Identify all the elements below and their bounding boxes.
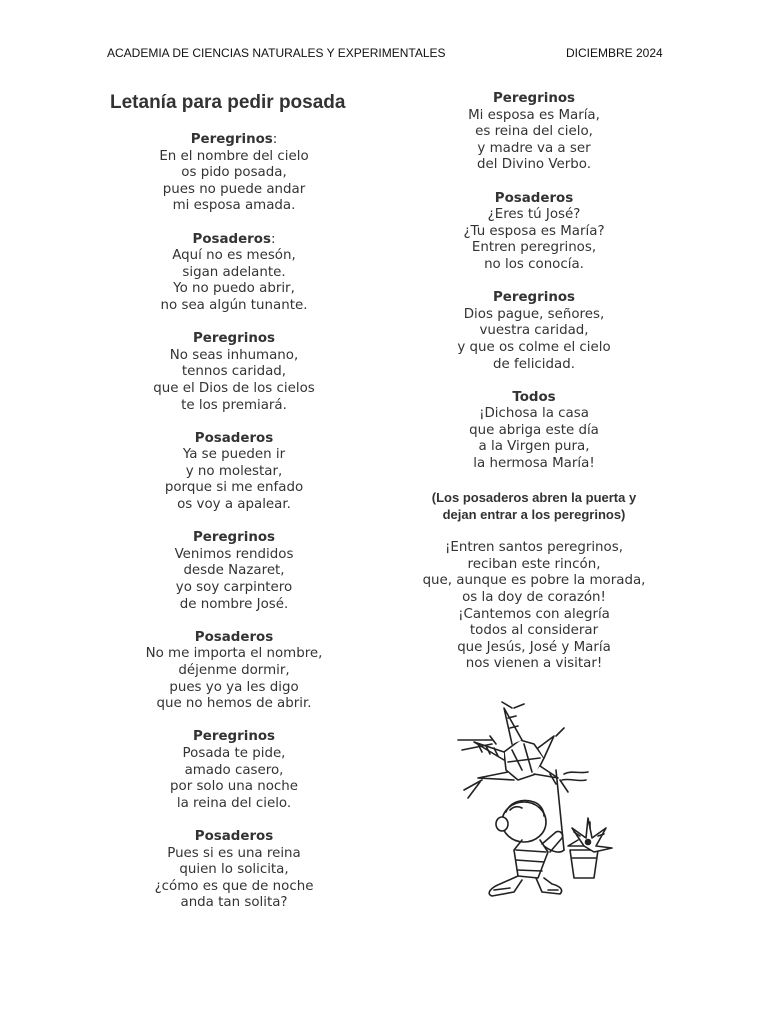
speaker-label: Posaderos: [494, 190, 574, 206]
speaker-label: Todos: [512, 389, 556, 405]
verse-line: y madre va a ser: [477, 140, 591, 156]
header-date: DICIEMBRE 2024: [566, 46, 663, 60]
speaker-label: Posaderos: [194, 629, 274, 645]
stanza: [110, 630, 358, 713]
verse-line: Yo no puedo abrir,: [173, 281, 295, 297]
speaker-suffix: :: [272, 132, 278, 147]
verse-line: que Jesús, José y María: [457, 639, 611, 655]
speaker-label: Posaderos: [192, 231, 271, 247]
verse-line: pues yo ya les digo: [169, 679, 299, 695]
verse-line: ¡Dichosa la casa: [479, 406, 589, 422]
speaker-label: Peregrinos: [190, 132, 273, 147]
speaker-label: Peregrinos: [492, 91, 576, 106]
verse-line: a la Virgen pura,: [478, 439, 590, 455]
verse-line: de nombre José.: [179, 596, 289, 612]
verse-line: No me importa el nombre,: [145, 646, 323, 662]
stage-direction-line: dejan entrar a los peregrinos): [442, 507, 626, 523]
verse-line: ¿cómo es que de noche: [154, 878, 314, 894]
verse-line: quien lo solicita,: [179, 862, 289, 878]
verse-line: pues no puede andar: [162, 181, 306, 197]
verse-line: te los premiará.: [181, 397, 287, 413]
closing-stanza: [408, 540, 660, 673]
verse-line: que el Dios de los cielos: [153, 380, 315, 396]
verse-line: de felicidad.: [493, 356, 575, 372]
speaker-label: Peregrinos: [192, 331, 276, 347]
verse-line: porque si me enfado: [164, 480, 304, 496]
verse-line: desde Nazaret,: [183, 563, 285, 579]
verse-line: no los conocía.: [484, 256, 584, 272]
right-column: [408, 91, 660, 690]
left-column: [110, 132, 358, 929]
speaker-label: Posaderos: [194, 430, 274, 446]
verse-line: Venimos rendidos: [174, 546, 294, 562]
verse-line: déjenme dormir,: [178, 663, 290, 678]
verse-line: amado casero,: [184, 762, 284, 778]
verse-line: Aquí no es mesón,: [172, 248, 296, 264]
pinata-icon: [458, 702, 568, 798]
stanza: [110, 132, 358, 215]
verse-line: Ya se pueden ir: [182, 447, 286, 463]
verse-line: que no hemos de abrir.: [156, 696, 312, 712]
speaker-label: Peregrinos: [192, 530, 276, 546]
stanza: [110, 431, 358, 514]
verse-line: sigan adelante.: [182, 264, 286, 280]
stanza: [110, 829, 358, 912]
verse-line: vuestra caridad,: [479, 323, 589, 339]
verse-line: y que os colme el cielo: [457, 339, 611, 355]
verse-line: la hermosa María!: [473, 456, 595, 472]
verse-line: ¡Entren santos peregrinos,: [445, 540, 623, 556]
verse-line: ¡Cantemos con alegría: [458, 606, 610, 622]
verse-line: que abriga este día: [469, 422, 599, 438]
verse-line: anda tan solita?: [180, 895, 288, 911]
speaker-label: Peregrinos: [492, 290, 576, 306]
page-title: Letanía para pedir posada: [110, 92, 346, 113]
verse-line: os la doy de corazón!: [462, 590, 606, 606]
verse-line: os voy a apalear.: [177, 497, 291, 513]
verse-line: mi esposa amada.: [172, 198, 296, 214]
child-with-pinata-illustration: [452, 700, 620, 905]
verse-line: por solo una noche: [170, 779, 298, 795]
stanza: [408, 390, 660, 473]
stanza: [110, 331, 358, 414]
verse-line: no sea algún tunante.: [160, 297, 308, 313]
verse-line: No seas inhumano,: [169, 347, 299, 363]
stanza: [110, 232, 358, 315]
speaker-suffix: :: [270, 231, 276, 247]
verse-line: Entren peregrinos,: [471, 240, 597, 256]
verse-line: reciban este rincón,: [467, 556, 601, 572]
stanza: [408, 290, 660, 373]
verse-line: es reina del cielo,: [475, 124, 593, 140]
verse-line: y no molestar,: [185, 463, 283, 479]
poinsettia-icon: [568, 818, 612, 878]
verse-line: Dios pague, señores,: [463, 306, 605, 322]
speaker-label: Posaderos: [194, 828, 274, 844]
verse-line: que, aunque es pobre la morada,: [422, 573, 646, 589]
verse-line: Pues si es una reina: [167, 845, 301, 861]
verse-line: En el nombre del cielo: [159, 148, 309, 164]
child-icon: [489, 800, 564, 896]
verse-line: nos vienen a visitar!: [465, 656, 603, 672]
verse-line: Mi esposa es María,: [468, 107, 600, 123]
verse-line: Posada te pide,: [182, 745, 286, 761]
verse-line: ¿Eres tú José?: [487, 207, 581, 223]
stanza: [408, 191, 660, 274]
stage-direction-line: (Los posaderos abren la puerta y: [431, 490, 637, 506]
verse-line: tennos caridad,: [181, 364, 287, 380]
verse-line: yo soy carpintero: [175, 580, 293, 596]
speaker-label: Peregrinos: [192, 729, 276, 745]
stanza: [110, 530, 358, 613]
verse-line: todos al considerar: [469, 623, 599, 639]
verse-line: del Divino Verbo.: [477, 157, 591, 173]
verse-line: la reina del cielo.: [176, 795, 292, 811]
verse-line: ¿Tu esposa es María?: [463, 223, 605, 239]
verse-line: os pido posada,: [181, 165, 287, 181]
stanza: [110, 729, 358, 812]
stanza: [408, 91, 660, 174]
stage-direction: [408, 489, 660, 523]
header-institution: ACADEMIA DE CIENCIAS NATURALES Y EXPERIMENTALES: [107, 46, 446, 60]
